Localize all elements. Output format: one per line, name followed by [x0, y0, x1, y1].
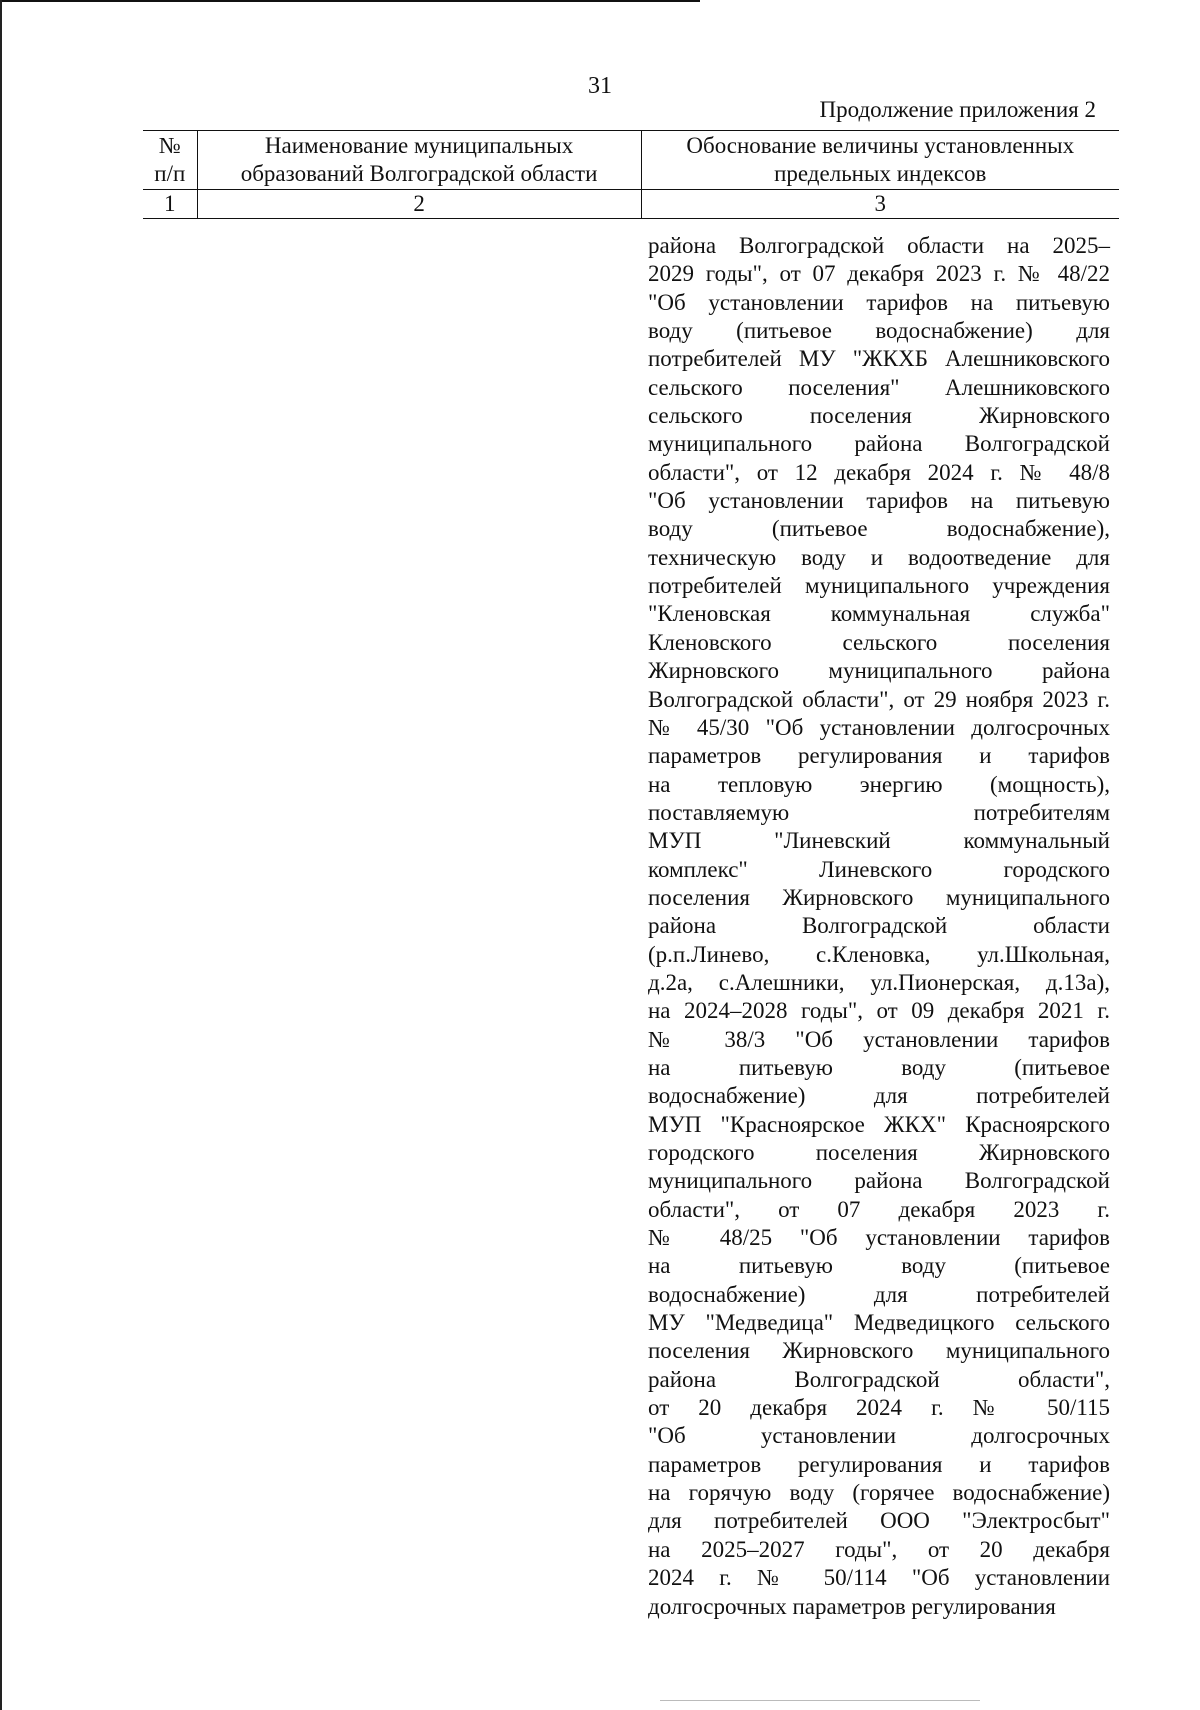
column-index-1: 1 [143, 190, 197, 219]
text-line: МУП "Красноярское ЖКХ" Красноярского [648, 1111, 1110, 1137]
text-line: параметров регулирования и тарифов [648, 1451, 1110, 1477]
text-line: на тепловую энергию (мощность), [648, 771, 1110, 797]
text-line: района Волгоградской области", [648, 1366, 1110, 1392]
text-line: Жирновского муниципального района [648, 658, 1110, 684]
text-line: техническую воду и водоотведение для [648, 544, 1110, 570]
text-line: Кленовского сельского поселения [648, 629, 1110, 655]
text-line: воду (питьевое водоснабжение), [648, 516, 1110, 542]
text-line: сельского поселения Жирновского [648, 403, 1110, 429]
text-line: водоснабжение) для потребителей [648, 1083, 1110, 1109]
text-line: № 48/25 "Об установлении тарифов [648, 1225, 1110, 1251]
text-line: на 2025–2027 годы", от 20 декабря [648, 1536, 1110, 1562]
appendix-continuation-label: Продолжение приложения 2 [819, 97, 1096, 122]
text-line: поселения Жирновского муниципального [648, 1338, 1110, 1364]
table-header [143, 130, 1119, 219]
column-index-row [143, 190, 1119, 219]
header-number-line2: п/п [154, 161, 186, 186]
header-municipality-line2: образований Волгоградской области [240, 161, 598, 186]
text-line: для потребителей ООО "Электросбыт" [648, 1508, 1110, 1534]
text-line: № 38/3 "Об установлении тарифов [648, 1026, 1110, 1052]
header-municipality-column [197, 131, 641, 190]
header-justification-column [641, 131, 1119, 190]
text-line: района Волгоградской области [648, 913, 1110, 939]
text-line: долгосрочных параметров регулирования [648, 1593, 1056, 1619]
scan-top-edge [0, 0, 700, 2]
text-line: водоснабжение) для потребителей [648, 1281, 1110, 1307]
text-line: муниципального района Волгоградской [648, 431, 1110, 457]
text-line: Волгоградской области", от 29 ноября 2023 г. [648, 686, 1110, 712]
text-line: 2024 г. № 50/114 "Об установлении [648, 1565, 1110, 1591]
text-line: поставляемую потребителям [648, 799, 1110, 825]
justification-text [648, 232, 1110, 1621]
text-line: на горячую воду (горячее водоснабжение) [648, 1480, 1110, 1506]
text-line: на питьевую воду (питьевое [648, 1054, 1110, 1080]
text-line: МУП "Линевский коммунальный [648, 828, 1110, 854]
text-line: д.2а, с.Алешники, ул.Пионерская, д.13а), [648, 969, 1110, 995]
text-line: МУ "Медведица" Медведицкого сельского [648, 1310, 1110, 1336]
text-line: (р.п.Линево, с.Кленовка, ул.Школьная, [648, 941, 1110, 967]
text-line: "Кленовская коммунальная служба" [648, 601, 1110, 627]
text-line: 2029 годы", от 07 декабря 2023 г. № 48/22 [648, 261, 1110, 287]
header-number-column [143, 131, 197, 190]
text-line: "Об установлении тарифов на питьевую [648, 289, 1110, 315]
text-line: городского поселения Жирновского [648, 1140, 1110, 1165]
header-justification-line1: Обоснование величины установленных [686, 133, 1075, 158]
table-header-row [143, 131, 1119, 190]
text-line: поселения Жирновского муниципального [648, 884, 1110, 910]
text-line: на питьевую воду (питьевое [648, 1253, 1110, 1279]
text-line: на 2024–2028 годы", от 09 декабря 2021 г. [648, 998, 1110, 1024]
text-line: области", от 12 декабря 2024 г. № 48/8 [648, 459, 1110, 485]
header-justification-line2: предельных индексов [774, 161, 987, 186]
text-line: области", от 07 декабря 2023 г. [648, 1196, 1110, 1222]
text-line: потребителей муниципального учреждения [648, 573, 1110, 599]
page-number: 31 [588, 73, 612, 99]
header-municipality-line1: Наименование муниципальных [264, 133, 574, 158]
text-line: от 20 декабря 2024 г. № 50/115 [648, 1395, 1110, 1421]
scan-bottom-trim [660, 1700, 980, 1701]
text-line: комплекс" Линевского городского [648, 856, 1110, 882]
scan-left-edge [0, 0, 2, 1710]
header-number-line1: № [158, 133, 181, 158]
text-line: сельского поселения" Алешниковского [648, 374, 1110, 400]
text-line: № 45/30 "Об установлении долгосрочных [648, 714, 1110, 740]
text-line: воду (питьевое водоснабжение) для [648, 318, 1110, 344]
column-index-2: 2 [197, 190, 641, 219]
text-line: потребителей МУ "ЖКХБ Алешниковского [648, 346, 1110, 372]
text-line: района Волгоградской области на 2025– [648, 233, 1110, 258]
text-line: муниципального района Волгоградской [648, 1168, 1110, 1194]
text-line: параметров регулирования и тарифов [648, 743, 1110, 769]
column-index-3: 3 [641, 190, 1119, 219]
text-line: "Об установлении долгосрочных [648, 1423, 1110, 1449]
text-line: "Об установлении тарифов на питьевую [648, 488, 1110, 514]
